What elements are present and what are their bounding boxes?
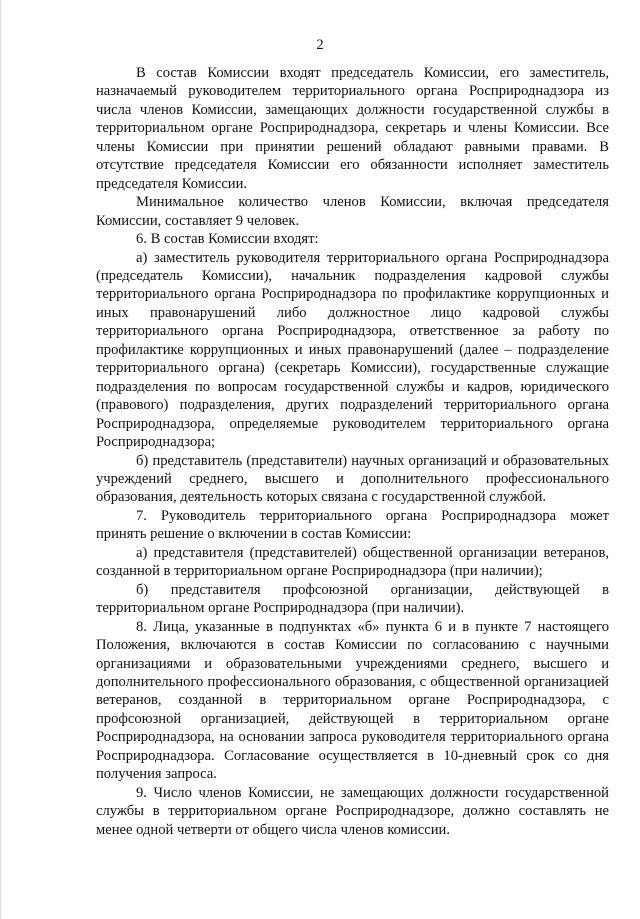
paragraph-item-9: 9. Число членов Комиссии, не замещающих должности государственной службы в территориальном органе Росприроднадзоре, должно составлять не менее одной четверти от общего числа членов комиссии. [96, 784, 609, 838]
paragraph-item-7b: б) представителя профсоюзной организации, действующей в территориальном органе Росприроднадзора (при наличии). [96, 581, 609, 617]
paragraph-item-7a: а) представителя (представителей) общественной организации ветеранов, созданной в территориальном органе Росприроднадзора (при наличии); [96, 544, 609, 580]
page-number: 2 [316, 37, 324, 53]
paragraph-item-6: 6. В состав Комиссии входят: [136, 231, 319, 248]
paragraph-item-7: 7. Руководитель территориального органа Росприроднадзора может принять решение о включении в состав Комиссии: [96, 507, 609, 543]
scan-edge [0, 0, 2, 919]
paragraph-item-6a: а) заместитель руководителя территориального органа Росприроднадзора (председатель Комиссии), начальник подразделения кадровой службы территориального органа Росприроднадзора по профилактике коррупционных и иных правонарушений либо должностное лицо кадровой службы территориального органа Росприроднадзора, ответственное за работу по профилактике коррупционных и иных правонарушений (далее – подразделение территориального органа) (секретарь Комиссии), государственные служащие подразделения по вопросам государственной службы и кадров, юридического (правового) подразделения, других подразделений территориального органа Росприроднадзора, определяемые руководителем территориального органа Росприроднадзора; [96, 249, 609, 451]
document-body [96, 64, 609, 839]
paragraph-item-6b: б) представитель (представители) научных организаций и образовательных учреждений среднего, высшего и дополнительного профессионального образования, деятельность которых связана с государственной службой. [96, 452, 609, 506]
paragraph-commission-composition: В состав Комиссии входят председатель Комиссии, его заместитель, назначаемый руководителем территориального органа Росприроднадзора из числа членов Комиссии, замещающих должности государственной службы в территориальном органе Росприроднадзора, секретарь и члены Комиссии. Все члены Комиссии при принятии решений обладают равными правами. В отсутствие председателя Комиссии его обязанности исполняет заместитель председателя Комиссии. [96, 65, 609, 192]
paragraph-minimum-members: Минимальное количество членов Комиссии, включая председателя Комиссии, составляет 9 человек. [96, 194, 609, 229]
paragraph-item-8: 8. Лица, указанные в подпунктах «б» пункта 6 и в пункте 7 настоящего Положения, включаются в состав Комиссии по согласованию с научными организациями и образовательными учреждениями среднего, высшего и дополнительного профессионального образования, с общественной организацией ветеранов, созданной в территориальном органе Росприроднадзора, с профсоюзной организацией, действующей в территориальном органе Росприроднадзора, на основании запроса руководителя территориального органа Росприроднадзора. Согласование осуществляется в 10-дневный срок со дня получения запроса. [96, 618, 609, 783]
